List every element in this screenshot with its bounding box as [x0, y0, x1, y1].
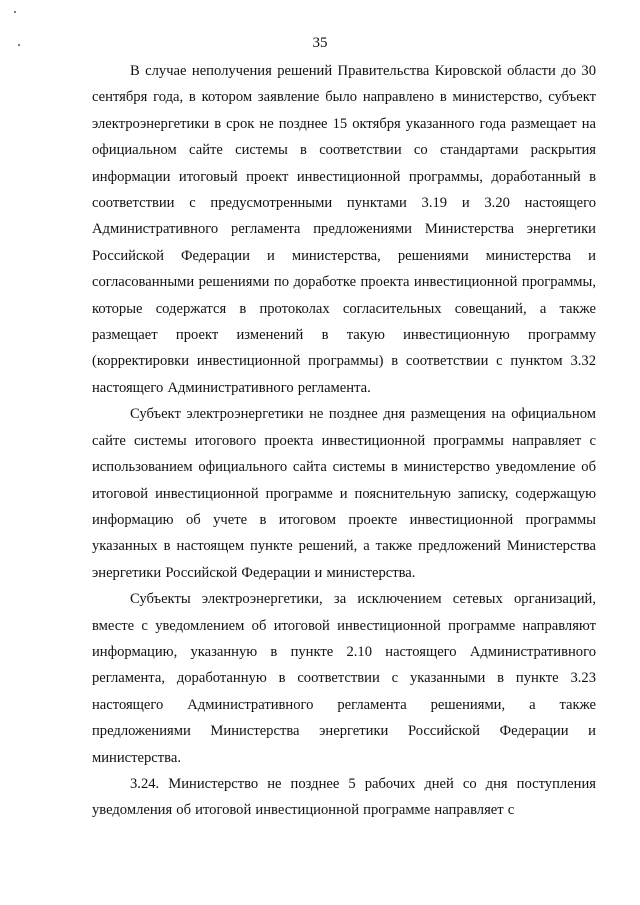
document-body — [92, 58, 596, 824]
paragraph-3: Субъекты электроэнергетики, за исключением сетевых организаций, вместе с уведомлением об итоговой инвестиционной программе направляют информацию, указанную в пункте 2.10 настоящего Административного регламента, доработанную в соответствии с указанными в пункте 3.23 настоящего Административного регламента решениями, а также предложениями Министерства энергетики Российской Федерации и министерства. — [92, 591, 596, 766]
scan-speck — [14, 11, 16, 13]
page-number: 35 — [312, 35, 328, 51]
paragraph-2: Субъект электроэнергетики не позднее дня размещения на официальном сайте системы итогового проекта инвестиционной программы направляет с использованием официального сайта системы в министерство уведомление об итоговой инвестиционной программе и пояснительную записку, содержащую информацию об учете в итоговом проекте инвестиционной программы указанных в настоящем пункте решений, а также предложений Министерства энергетики Российской Федерации и министерства. — [92, 406, 596, 581]
paragraph-4: 3.24. Министерство не позднее 5 рабочих дней со дня поступления уведомления об итоговой инвестиционной программе направляет с — [92, 775, 596, 819]
paragraph-1: В случае неполучения решений Правительства Кировской области до 30 сентября года, в котором заявление было направлено в министерство, субъект электроэнергетики в срок не позднее 15 октября указанного года размещает на официальном сайте системы в соответствии со стандартами раскрытия информации итоговый проект инвестиционной программы, доработанный в соответствии с предусмотренными пунктами 3.19 и 3.20 настоящего Административного регламента предложениями Министерства энергетики Российской Федерации и министерства, решениями министерства и согласованными решениями по доработке проекта инвестиционной программы, которые содержатся в протоколах согласительных совещаний, а также размещает проект изменений в такую инвестиционную программу (корректировки инвестиционной программы) в соответствии с пунктом 3.32 настоящего Административного регламента. — [92, 63, 596, 396]
